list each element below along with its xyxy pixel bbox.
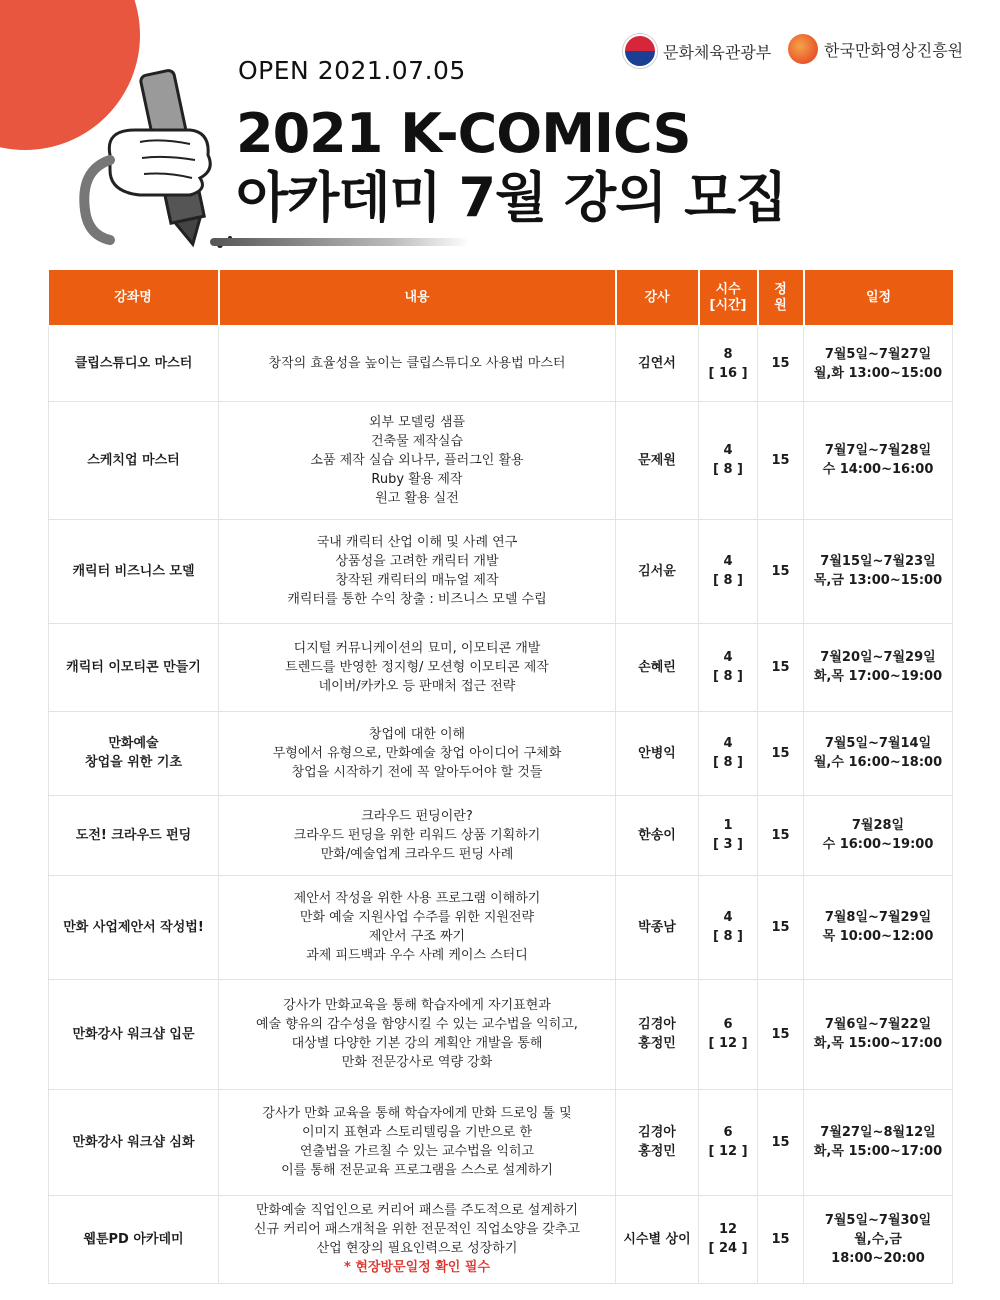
open-date: OPEN 2021.07.05 [238, 56, 466, 85]
course-content-line: 창작의 효율성을 높이는 클립스튜디오 사용법 마스터 [268, 356, 566, 372]
schedule-line: 화,목 15:00~17:00 [813, 1144, 943, 1159]
schedule-line: 월,수,금 18:00~20:00 [831, 1231, 925, 1266]
instructor-line: 문제원 [638, 452, 676, 468]
course-name-line: 만화강사 워크샵 입문 [72, 1026, 195, 1042]
header-hours-line1: 시수 [715, 281, 741, 297]
course-content-line: 만화예술 직업인으로 커리어 패스를 주도적으로 설계하기 [255, 1203, 579, 1218]
header-capacity-line1: 정 [774, 281, 787, 297]
course-name-cell [49, 326, 219, 401]
table-row [49, 979, 953, 1089]
course-content-line: 산업 현장의 필요인력으로 성장하기 [316, 1241, 518, 1256]
instructor-line: 시수별 상이 [623, 1231, 691, 1247]
kocca-emblem-icon [788, 34, 818, 64]
course-content-line: 연출법을 가르칠 수 있는 교수법을 익히고 [299, 1144, 535, 1159]
instructor-cell [616, 795, 699, 875]
course-content-line: 국내 캐릭터 산업 이해 및 사례 연구 [316, 535, 518, 550]
course-content-line: 건축물 제작실습 [370, 433, 464, 449]
course-name-cell [49, 875, 219, 979]
schedule-cell [804, 623, 953, 711]
table-row [49, 401, 953, 519]
course-content-line: 만화 예술 지원사업 수주를 위한 지원전략 [299, 910, 535, 925]
schedule-line: 7월7일~7월28일 [824, 443, 932, 458]
session-count: 4 [723, 443, 733, 458]
instructor-cell [616, 979, 699, 1089]
schedule-line: 7월5일~7월30일 [824, 1212, 932, 1228]
instructor-line: 홍정민 [638, 1144, 676, 1159]
instructor-cell [616, 623, 699, 711]
hours-cell [699, 1089, 758, 1195]
schedule-line: 목,금 13:00~15:00 [813, 573, 943, 588]
table-row [49, 875, 953, 979]
session-count: 4 [723, 650, 733, 665]
course-content-line: 창업에 대한 이해 [368, 726, 466, 742]
header-name: 강좌명 [49, 270, 219, 326]
schedule-line: 화,목 17:00~19:00 [813, 669, 943, 684]
course-content-line: 대상별 다양한 기본 강의 계획안 개발을 통해 [291, 1036, 543, 1051]
course-name-line: 창업을 위한 기초 [85, 755, 182, 770]
instructor-line: 홍정민 [638, 1036, 676, 1051]
session-count: 4 [723, 554, 733, 569]
course-content-cell [219, 711, 616, 795]
schedule-cell [804, 401, 953, 519]
course-name-cell [49, 623, 219, 711]
course-content-line: 이미지 표현과 스토리텔링을 기반으로 한 [301, 1125, 532, 1140]
course-name-line: 만화 사업제안서 작성법! [63, 919, 204, 935]
schedule-line: 화,목 15:00~17:00 [813, 1036, 943, 1051]
hours-cell [699, 623, 758, 711]
course-content-line: 상품성을 고려한 캐릭터 개발 [335, 554, 499, 569]
capacity-cell: 15 [758, 326, 804, 401]
course-content-line: 크라우드 펀딩이란? [361, 808, 473, 824]
hours-cell [699, 1195, 758, 1283]
course-name-line: 캐릭터 비즈니스 모델 [72, 563, 195, 579]
capacity-cell: 15 [758, 979, 804, 1089]
schedule-line: 7월8일~7월29일 [824, 910, 932, 925]
table-row [49, 795, 953, 875]
ministry-logo [623, 34, 771, 68]
course-content-line: 크라우드 펀딩을 위한 리워드 상품 기획하기 [293, 827, 541, 843]
capacity-cell: 15 [758, 795, 804, 875]
header-hours [699, 270, 758, 326]
table-row [49, 1089, 953, 1195]
session-count: 6 [723, 1125, 733, 1140]
schedule-line: 7월5일~7월27일 [824, 346, 932, 362]
schedule-line: 7월27일~8월12일 [820, 1125, 936, 1140]
schedule-line: 7월20일~7월29일 [820, 650, 936, 665]
session-count: 6 [723, 1017, 733, 1032]
header-capacity [758, 270, 804, 326]
instructor-cell [616, 711, 699, 795]
table-row [49, 711, 953, 795]
course-content-cell [219, 795, 616, 875]
table-row [49, 519, 953, 623]
table-header-row [49, 270, 953, 326]
total-hours: [ 8 ] [713, 929, 743, 944]
capacity-cell: 15 [758, 623, 804, 711]
total-hours: [ 16 ] [708, 365, 748, 381]
hours-cell [699, 875, 758, 979]
capacity-cell: 15 [758, 401, 804, 519]
visit-note: * 현장방문일정 확인 필수 [344, 1260, 490, 1275]
table-row [49, 326, 953, 401]
schedule-line: 목 10:00~12:00 [822, 929, 934, 944]
title-underline [210, 238, 470, 246]
course-content-line: 트렌드를 반영한 정지형/ 모션형 이모티콘 제작 [285, 659, 549, 675]
course-content-line: 외부 모델링 샘플 [368, 414, 466, 430]
ministry-logo-label: 문화체육관광부 [663, 42, 772, 62]
course-name-line: 스케치업 마스터 [87, 452, 180, 468]
course-content-line: 예술 향유의 감수성을 함양시킬 수 있는 교수법을 익히고, [256, 1017, 578, 1032]
course-content-line: 캐릭터를 통한 수익 창출 : 비즈니스 모델 수립 [287, 592, 547, 607]
course-content-line: 제안서 작성을 위한 사용 프로그램 이해하기 [293, 891, 541, 906]
course-name-cell [49, 401, 219, 519]
schedule-cell [804, 711, 953, 795]
course-name-cell [49, 1195, 219, 1283]
course-name-line: 만화예술 [108, 736, 159, 751]
capacity-cell: 15 [758, 875, 804, 979]
schedule-line: 7월6일~7월22일 [824, 1017, 932, 1032]
course-content-cell [219, 519, 616, 623]
capacity-cell: 15 [758, 1089, 804, 1195]
instructor-cell [616, 875, 699, 979]
session-count: 4 [723, 736, 733, 751]
instructor-cell [616, 519, 699, 623]
course-name-cell [49, 711, 219, 795]
course-content-cell [219, 875, 616, 979]
hours-cell [699, 326, 758, 401]
course-content-line: 창작된 캐릭터의 매뉴얼 제작 [335, 573, 499, 588]
instructor-line: 안병익 [638, 745, 676, 761]
page-title-line2: 아카데미 7월 강의 모집 [236, 166, 787, 229]
total-hours: [ 12 ] [708, 1036, 748, 1051]
course-content-cell [219, 326, 616, 401]
course-content-line: 네이버/카카오 등 판매처 접근 전략 [318, 678, 516, 694]
schedule-line: 7월5일~7월14일 [824, 736, 932, 751]
course-content-line: 디지털 커뮤니케이션의 묘미, 이모티콘 개발 [293, 640, 541, 656]
schedule-line: 수 16:00~19:00 [822, 837, 934, 852]
header-schedule: 일정 [804, 270, 953, 326]
schedule-line: 7월28일 [851, 818, 905, 833]
course-name-cell [49, 519, 219, 623]
page-title-line1: 2021 K-COMICS [236, 102, 691, 165]
schedule-line: 7월15일~7월23일 [820, 554, 936, 569]
course-content-cell [219, 979, 616, 1089]
course-name-line: 만화강사 워크샵 심화 [72, 1134, 195, 1150]
course-content-line: 강사가 만화 교육을 통해 학습자에게 만화 드로잉 툴 및 [262, 1106, 572, 1121]
kocca-logo-label: 한국만화영상진흥원 [824, 40, 964, 60]
schedule-line: 월,화 13:00~15:00 [813, 365, 943, 381]
course-name-line: 도전! 크라우드 펀딩 [75, 827, 192, 843]
header-hours-line2: [시간] [709, 297, 747, 313]
instructor-line: 김서윤 [638, 563, 676, 579]
instructor-line: 김연서 [638, 356, 676, 372]
instructor-cell [616, 1195, 699, 1283]
session-count: 12 [718, 1222, 738, 1237]
hours-cell [699, 401, 758, 519]
course-content-line: 신규 커리어 패스개척을 위한 전문적인 직업소양을 갖추고 [253, 1222, 581, 1237]
course-name-line: 클립스튜디오 마스터 [74, 356, 193, 372]
instructor-line: 박종남 [638, 919, 676, 935]
course-name-cell [49, 979, 219, 1089]
hours-cell [699, 979, 758, 1089]
hours-cell [699, 795, 758, 875]
course-content-line: Ruby 활용 제작 [371, 471, 463, 487]
total-hours: [ 24 ] [708, 1241, 748, 1256]
course-content-line: 소품 제작 실습 외나무, 플러그인 활용 [310, 452, 524, 468]
total-hours: [ 8 ] [713, 573, 743, 588]
capacity-cell: 15 [758, 711, 804, 795]
capacity-cell: 15 [758, 519, 804, 623]
table-row [49, 623, 953, 711]
schedule-cell [804, 1195, 953, 1283]
instructor-cell [616, 1089, 699, 1195]
schedule-cell [804, 979, 953, 1089]
course-content-cell [219, 1195, 616, 1283]
course-name-line: 웹툰PD 아카데미 [83, 1231, 184, 1247]
course-content-line: 만화/예술업계 크라우드 펀딩 사례 [320, 846, 514, 862]
hours-cell [699, 519, 758, 623]
schedule-cell [804, 1089, 953, 1195]
header-content: 내용 [219, 270, 616, 326]
instructor-cell [616, 401, 699, 519]
kocca-logo [788, 34, 963, 64]
taegeuk-emblem-icon [623, 34, 657, 68]
table-body [49, 326, 953, 1283]
header-instructor: 강사 [616, 270, 699, 326]
session-count: 4 [723, 910, 733, 925]
course-content-cell [219, 1089, 616, 1195]
course-content-cell [219, 623, 616, 711]
course-content-line: 만화 전문강사로 역량 강화 [341, 1055, 493, 1070]
course-content-line: 무형에서 유형으로, 만화예술 창업 아이디어 구체화 [272, 745, 562, 761]
hours-cell [699, 711, 758, 795]
course-name-cell [49, 795, 219, 875]
schedule-line: 월,수 16:00~18:00 [813, 755, 943, 770]
schedule-line: 수 14:00~16:00 [822, 462, 934, 477]
instructor-line: 손혜린 [638, 659, 676, 675]
course-content-line: 제안서 구조 짜기 [368, 929, 466, 944]
total-hours: [ 8 ] [713, 462, 743, 477]
schedule-cell [804, 326, 953, 401]
table-row [49, 1195, 953, 1283]
course-content-line: 강사가 만화교육을 통해 학습자에게 자기표현과 [283, 998, 551, 1013]
total-hours: [ 12 ] [708, 1144, 748, 1159]
course-content-line: 원고 활용 실전 [375, 490, 459, 506]
capacity-cell: 15 [758, 1195, 804, 1283]
schedule-cell [804, 795, 953, 875]
course-name-cell [49, 1089, 219, 1195]
course-name-line: 캐릭터 이모티콘 만들기 [66, 659, 201, 675]
total-hours: [ 8 ] [713, 755, 743, 770]
session-count: 8 [723, 346, 733, 362]
instructor-cell [616, 326, 699, 401]
course-content-line: 창업을 시작하기 전에 꼭 알아두어야 할 것들 [291, 764, 543, 780]
schedule-cell [804, 875, 953, 979]
course-content-line: 과제 피드백과 우수 사례 케이스 스터디 [306, 948, 528, 963]
session-count: 1 [723, 818, 733, 833]
course-content-line: 이를 통해 전문교육 프로그램을 스스로 설계하기 [281, 1163, 553, 1178]
instructor-line: 한송이 [638, 827, 676, 843]
total-hours: [ 8 ] [713, 669, 743, 684]
instructor-line: 김경아 [638, 1125, 676, 1140]
hand-holding-pen-illustration [70, 60, 240, 260]
course-schedule-table [48, 270, 953, 1284]
header-capacity-line2: 원 [774, 297, 787, 313]
schedule-cell [804, 519, 953, 623]
course-content-cell [219, 401, 616, 519]
total-hours: [ 3 ] [713, 837, 743, 852]
instructor-line: 김경아 [638, 1017, 676, 1032]
